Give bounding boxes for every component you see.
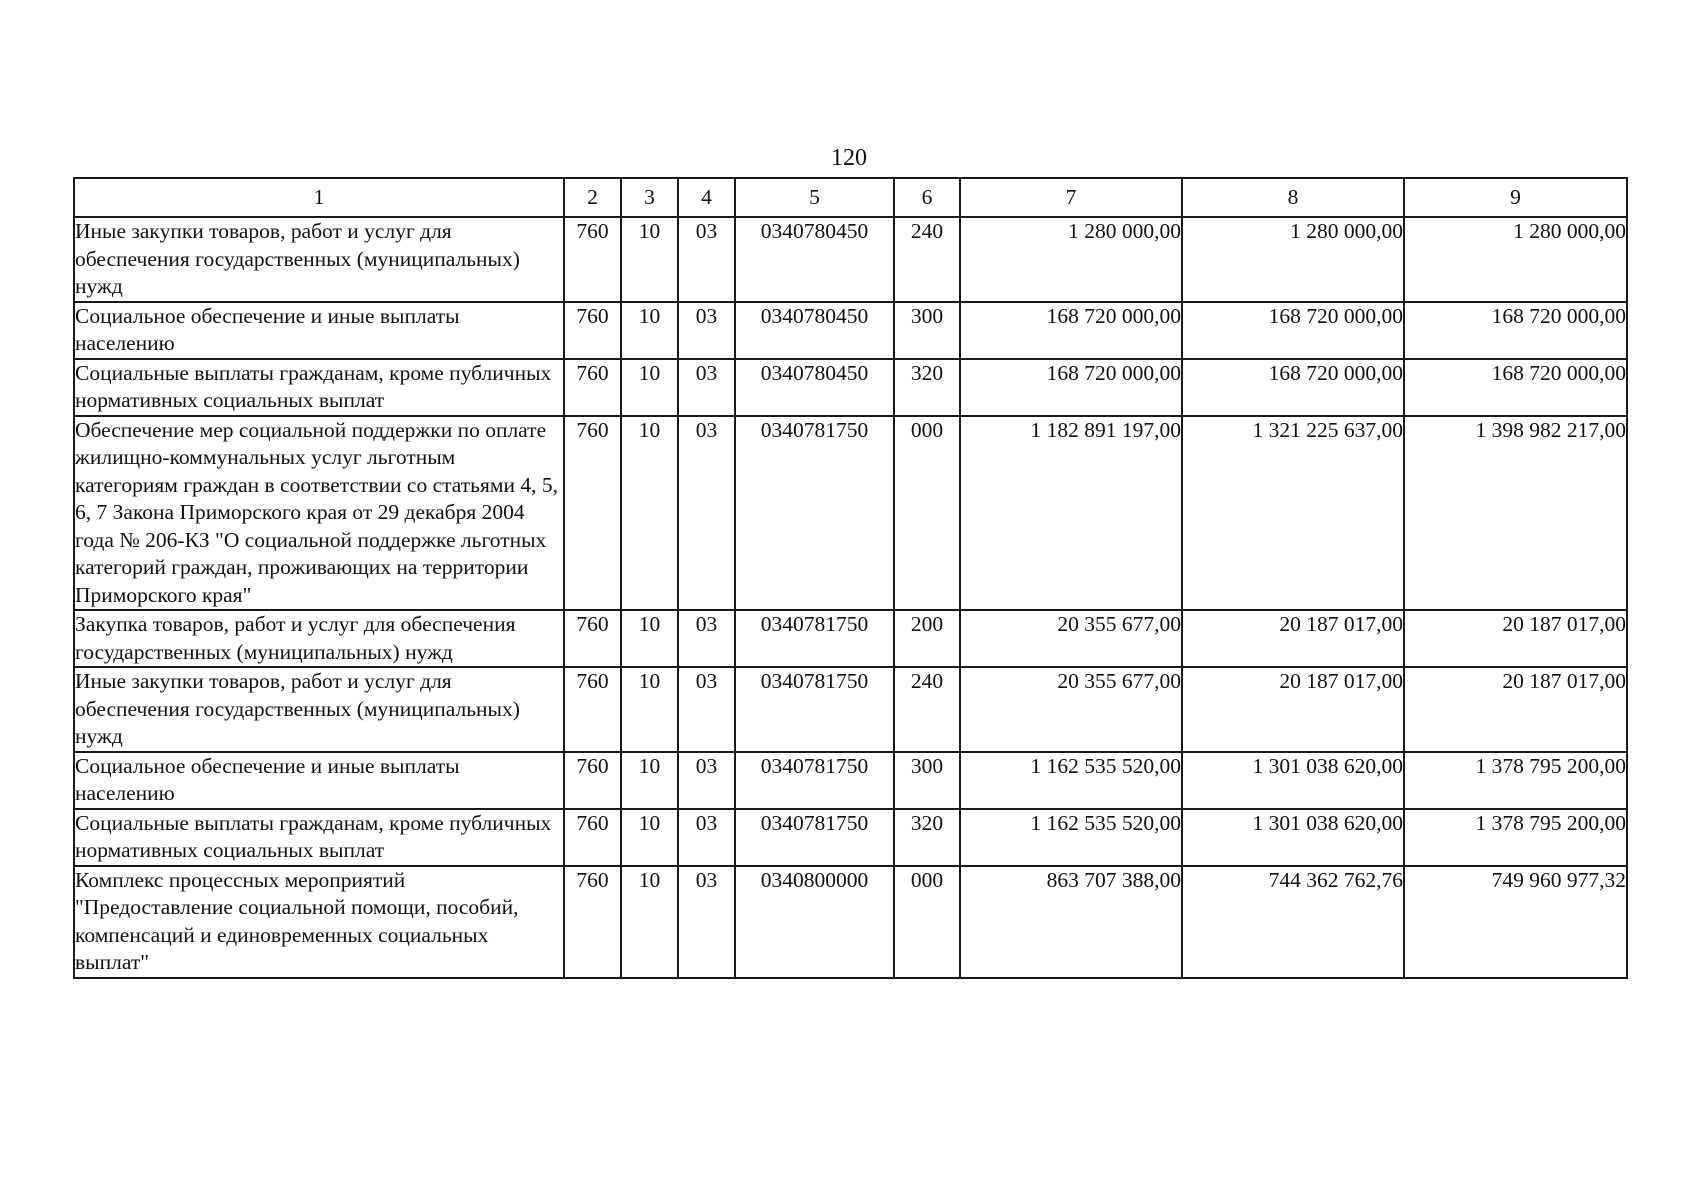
col-3-value: 10 [621,809,678,866]
header-col-8: 8 [1182,178,1404,217]
col-6-value: 300 [894,302,960,359]
table-row [74,416,1627,611]
col-2-value: 760 [564,302,621,359]
col-7-amount: 1 162 535 520,00 [960,809,1182,866]
col-8-amount: 20 187 017,00 [1182,667,1404,752]
row-name: Социальное обеспечение и иные выплаты населению [74,302,564,359]
col-5-value: 0340781750 [735,809,894,866]
row-name: Закупка товаров, работ и услуг для обеспечения государственных (муниципальных) нужд [74,610,564,667]
col-5-value: 0340781750 [735,610,894,667]
col-4-value: 03 [678,866,735,978]
col-8-amount: 20 187 017,00 [1182,610,1404,667]
header-col-7: 7 [960,178,1182,217]
col-7-amount: 20 355 677,00 [960,610,1182,667]
col-5-value: 0340781750 [735,667,894,752]
row-name: Социальные выплаты гражданам, кроме публичных нормативных социальных выплат [74,809,564,866]
col-9-amount: 1 280 000,00 [1404,217,1627,302]
col-9-amount: 749 960 977,32 [1404,866,1627,978]
col-8-amount: 744 362 762,76 [1182,866,1404,978]
header-col-3: 3 [621,178,678,217]
col-4-value: 03 [678,359,735,416]
col-6-value: 320 [894,809,960,866]
header-col-1: 1 [74,178,564,217]
col-2-value: 760 [564,359,621,416]
col-8-amount: 168 720 000,00 [1182,359,1404,416]
col-2-value: 760 [564,416,621,611]
col-3-value: 10 [621,217,678,302]
table-row [74,610,1627,667]
col-4-value: 03 [678,217,735,302]
table-row [74,302,1627,359]
col-9-amount: 168 720 000,00 [1404,359,1627,416]
header-col-6: 6 [894,178,960,217]
col-6-value: 320 [894,359,960,416]
col-8-amount: 1 321 225 637,00 [1182,416,1404,611]
header-col-2: 2 [564,178,621,217]
col-8-amount: 1 301 038 620,00 [1182,752,1404,809]
header-col-9: 9 [1404,178,1627,217]
header-col-4: 4 [678,178,735,217]
table-row [74,752,1627,809]
col-3-value: 10 [621,752,678,809]
col-7-amount: 1 182 891 197,00 [960,416,1182,611]
row-name: Комплекс процессных мероприятий "Предоставление социальной помощи, пособий, компенсаций и единовременных социальных выплат" [74,866,564,978]
col-6-value: 240 [894,667,960,752]
col-9-amount: 1 378 795 200,00 [1404,752,1627,809]
row-name: Иные закупки товаров, работ и услуг для обеспечения государственных (муниципальных) нужд [74,667,564,752]
header-row [74,178,1627,217]
col-3-value: 10 [621,416,678,611]
col-2-value: 760 [564,866,621,978]
table-body [74,217,1627,978]
col-7-amount: 168 720 000,00 [960,359,1182,416]
col-7-amount: 863 707 388,00 [960,866,1182,978]
col-6-value: 200 [894,610,960,667]
row-name: Иные закупки товаров, работ и услуг для обеспечения государственных (муниципальных) нужд [74,217,564,302]
col-4-value: 03 [678,667,735,752]
col-6-value: 240 [894,217,960,302]
col-9-amount: 1 398 982 217,00 [1404,416,1627,611]
col-2-value: 760 [564,667,621,752]
col-9-amount: 20 187 017,00 [1404,610,1627,667]
row-name: Социальное обеспечение и иные выплаты населению [74,752,564,809]
col-2-value: 760 [564,217,621,302]
col-7-amount: 20 355 677,00 [960,667,1182,752]
table-row [74,359,1627,416]
table-row [74,667,1627,752]
col-2-value: 760 [564,610,621,667]
col-6-value: 000 [894,866,960,978]
header-col-5: 5 [735,178,894,217]
col-7-amount: 168 720 000,00 [960,302,1182,359]
col-4-value: 03 [678,610,735,667]
table-row [74,809,1627,866]
col-5-value: 0340781750 [735,416,894,611]
page-number: 120 [831,145,867,171]
col-2-value: 760 [564,809,621,866]
budget-table [73,177,1628,979]
col-5-value: 0340800000 [735,866,894,978]
col-3-value: 10 [621,866,678,978]
col-9-amount: 168 720 000,00 [1404,302,1627,359]
col-8-amount: 168 720 000,00 [1182,302,1404,359]
col-3-value: 10 [621,302,678,359]
col-4-value: 03 [678,752,735,809]
col-8-amount: 1 280 000,00 [1182,217,1404,302]
col-4-value: 03 [678,416,735,611]
col-8-amount: 1 301 038 620,00 [1182,809,1404,866]
col-6-value: 300 [894,752,960,809]
col-3-value: 10 [621,667,678,752]
col-3-value: 10 [621,610,678,667]
col-4-value: 03 [678,809,735,866]
row-name: Социальные выплаты гражданам, кроме публичных нормативных социальных выплат [74,359,564,416]
row-name: Обеспечение мер социальной поддержки по оплате жилищно-коммунальных услуг льготным категориям граждан в соответствии со статьями 4, 5, 6, 7 Закона Приморского края от 29 декабря 2004 года № 206-КЗ "О социальной поддержке льготных категорий граждан, проживающих на территории Приморского края" [74,416,564,611]
col-9-amount: 1 378 795 200,00 [1404,809,1627,866]
table-row [74,866,1627,978]
col-7-amount: 1 162 535 520,00 [960,752,1182,809]
col-2-value: 760 [564,752,621,809]
col-5-value: 0340780450 [735,217,894,302]
col-5-value: 0340780450 [735,302,894,359]
col-9-amount: 20 187 017,00 [1404,667,1627,752]
col-3-value: 10 [621,359,678,416]
col-7-amount: 1 280 000,00 [960,217,1182,302]
col-4-value: 03 [678,302,735,359]
col-5-value: 0340780450 [735,359,894,416]
col-5-value: 0340781750 [735,752,894,809]
table-row [74,217,1627,302]
col-6-value: 000 [894,416,960,611]
